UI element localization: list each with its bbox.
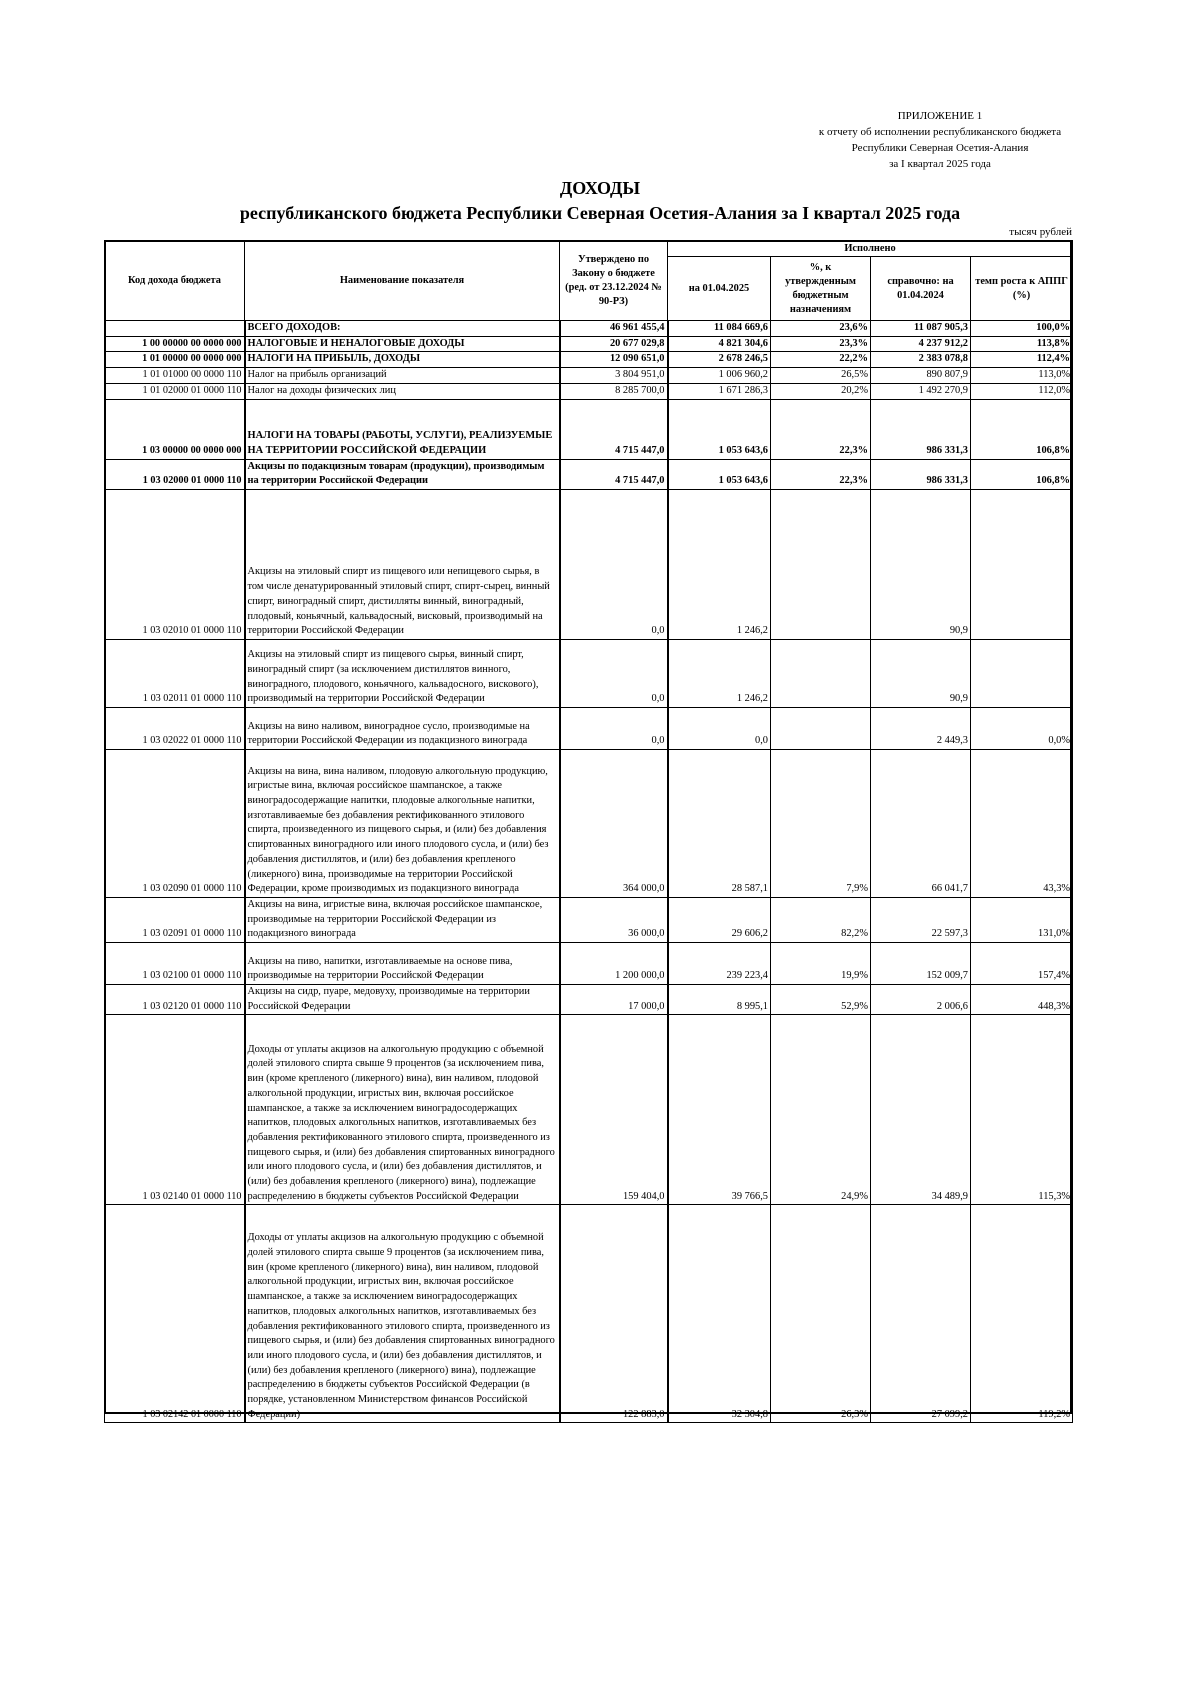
row-name: Акцизы на вино наливом, виноградное сусло, производимые на территории Российской Федерации из подакцизного винограда: [245, 707, 560, 749]
row-name: Акцизы на этиловый спирт из пищевого сырья, винный спирт, виноградный спирт (за исключением дистиллятов винного, виноградного, плодового, коньячного, кальвадосного, вискового), производимый на территории Российской Федерации: [245, 639, 560, 707]
row-approved: 8 285 700,0: [560, 383, 668, 399]
row-percent: 82,2%: [771, 897, 871, 942]
row-name: Налог на доходы физических лиц: [245, 383, 560, 399]
row-growth: 115,3%: [971, 1015, 1073, 1205]
row-reference: 11 087 905,3: [871, 321, 971, 337]
row-growth: 43,3%: [971, 749, 1073, 897]
table-row: [105, 985, 1073, 1015]
row-reference: 2 449,3: [871, 707, 971, 749]
row-executed: 239 223,4: [668, 943, 771, 985]
table-row: [105, 459, 1073, 489]
row-percent: 20,2%: [771, 383, 871, 399]
row-code: 1 03 02142 01 0000 110: [105, 1205, 245, 1423]
document-subtitle: республиканского бюджета Республики Северная Осетия-Алания за I квартал 2025 года: [239, 203, 961, 223]
header-name: Наименование показателя: [245, 241, 560, 321]
row-executed: 1 246,2: [668, 489, 771, 639]
row-code: 1 03 00000 00 0000 000: [105, 399, 245, 459]
row-name: Доходы от уплаты акцизов на алкогольную продукцию с объемной долей этилового спирта свыше 9 процентов (за исключением пива, вин (кроме крепленого (ликерного) вина), вин наливом, плодовой алкогольной продукции, игристых вин, включая российское шампанское, а также за исключением виноградосодержащих напитков, плодовых алкогольных напитков, изготавливаемых без добавления ректификованного этилового спирта, произведенного из пищевого сырья, и (или) без добавления спиртованных виноградного или иного плодового сусла, и (или) без добавления дистиллятов, и (или) без добавления крепленого (ликерного) вина), подлежащие распределению в бюджеты субъектов Российской Федерации (в порядке, установленном Министерством финансов Российской Федерации): [245, 1205, 560, 1423]
table-row: [105, 897, 1073, 942]
row-growth: [971, 489, 1073, 639]
table-row: [105, 1205, 1073, 1423]
table-row: [105, 368, 1073, 384]
annex-line-1: ПРИЛОЖЕНИЕ 1: [897, 110, 983, 122]
row-name: Акцизы на вина, вина наливом, плодовую алкогольную продукцию, игристые вина, включая российское шампанское, а также виноградосодержащие напитки, плодовые алкогольные напитки, изготавливаемые без добавления ректификованного этилового спирта, произведенного из пищевого сырья, и (или) без добавления спиртованных виноградного или иного плодового сусла, и (или) без добавления дистиллятов, и (или) без добавления крепленого (ликерного) вина, производимые на территории Российской Федерации, кроме производимых из подакцизного винограда: [245, 749, 560, 897]
row-approved: 46 961 455,4: [560, 321, 668, 337]
row-code: 1 03 02000 01 0000 110: [105, 459, 245, 489]
row-percent: 26,5%: [771, 368, 871, 384]
units-label: тысяч рублей: [1009, 226, 1072, 238]
row-executed: 4 821 304,6: [668, 336, 771, 352]
row-code: 1 03 02090 01 0000 110: [105, 749, 245, 897]
row-growth: [971, 639, 1073, 707]
table-row: [105, 1015, 1073, 1205]
row-name: НАЛОГИ НА ПРИБЫЛЬ, ДОХОДЫ: [245, 352, 560, 368]
row-approved: 159 404,0: [560, 1015, 668, 1205]
row-approved: 122 883,0: [560, 1205, 668, 1423]
row-reference: 22 597,3: [871, 897, 971, 942]
header-executed: Исполнено: [668, 241, 1073, 257]
row-growth: 112,0%: [971, 383, 1073, 399]
row-approved: 1 200 000,0: [560, 943, 668, 985]
row-executed: 28 587,1: [668, 749, 771, 897]
row-code: 1 03 02100 01 0000 110: [105, 943, 245, 985]
table-row: [105, 489, 1073, 639]
row-executed: 1 671 286,3: [668, 383, 771, 399]
row-reference: 66 041,7: [871, 749, 971, 897]
row-growth: 106,8%: [971, 399, 1073, 459]
row-name: ВСЕГО ДОХОДОВ:: [245, 321, 560, 337]
row-growth: 106,8%: [971, 459, 1073, 489]
row-code: 1 03 02140 01 0000 110: [105, 1015, 245, 1205]
row-approved: 3 804 951,0: [560, 368, 668, 384]
row-approved: 0,0: [560, 489, 668, 639]
row-code: 1 03 02120 01 0000 110: [105, 985, 245, 1015]
row-approved: 20 677 029,8: [560, 336, 668, 352]
row-code: 1 00 00000 00 0000 000: [105, 336, 245, 352]
row-reference: 27 099,2: [871, 1205, 971, 1423]
row-executed: 1 053 643,6: [668, 399, 771, 459]
row-reference: 90,9: [871, 639, 971, 707]
annex-header: [760, 108, 1120, 172]
row-approved: 36 000,0: [560, 897, 668, 942]
row-reference: 34 489,9: [871, 1015, 971, 1205]
header-reference: справочно: на 01.04.2024: [871, 257, 971, 321]
table-row: [105, 321, 1073, 337]
row-reference: 2 383 078,8: [871, 352, 971, 368]
row-percent: 26,3%: [771, 1205, 871, 1423]
row-name: Акцизы на вина, игристые вина, включая российское шампанское, производимые на территории Российской Федерации из подакцизного винограда: [245, 897, 560, 942]
row-code: 1 03 02022 01 0000 110: [105, 707, 245, 749]
row-growth: 0,0%: [971, 707, 1073, 749]
row-reference: 2 006,6: [871, 985, 971, 1015]
row-percent: 19,9%: [771, 943, 871, 985]
row-percent: 23,3%: [771, 336, 871, 352]
annex-line-3: Республики Северная Осетия-Алания: [851, 142, 1029, 154]
header-code: Код дохода бюджета: [105, 241, 245, 321]
table-body: [105, 321, 1073, 1423]
row-executed: 29 606,2: [668, 897, 771, 942]
row-reference: 986 331,3: [871, 399, 971, 459]
row-approved: 0,0: [560, 639, 668, 707]
row-percent: 7,9%: [771, 749, 871, 897]
row-name: Доходы от уплаты акцизов на алкогольную продукцию с объемной долей этилового спирта свыше 9 процентов (за исключением пива, вин (кроме крепленого (ликерного) вина), вин наливом, плодовой алкогольной продукции, игристых вин, включая российское шампанское, а также за исключением виноградосодержащих напитков, плодовых алкогольных напитков, изготавливаемых без добавления ректификованного этилового спирта, произведенного из пищевого сырья, и (или) без добавления спиртованных виноградного или иного плодового сусла, и (или) без добавления дистиллятов, и (или) без добавления крепленого (ликерного) вина), подлежащие распределению в бюджеты субъектов Российской Федерации: [245, 1015, 560, 1205]
row-code: 1 03 02010 01 0000 110: [105, 489, 245, 639]
row-growth: 113,0%: [971, 368, 1073, 384]
row-executed: 8 995,1: [668, 985, 771, 1015]
row-approved: 12 090 651,0: [560, 352, 668, 368]
annex-line-2: к отчету об исполнении республиканского бюджета: [818, 126, 1062, 138]
row-name: Акцизы на этиловый спирт из пищевого или непищевого сырья, в том числе денатурированный этиловый спирт, спирт-сырец, винный спирт, виноградный спирт, дистилляты винный, виноградный, плодовый, коньячный, кальвадосный, висковый, производимый на территории Российской Федерации: [245, 489, 560, 639]
row-name: Акцизы на сидр, пуаре, медовуху, производимые на территории Российской Федерации: [245, 985, 560, 1015]
row-code: 1 01 00000 00 0000 000: [105, 352, 245, 368]
row-approved: 4 715 447,0: [560, 459, 668, 489]
row-approved: 0,0: [560, 707, 668, 749]
row-executed: 1 246,2: [668, 639, 771, 707]
row-code: [105, 321, 245, 337]
row-executed: 39 766,5: [668, 1015, 771, 1205]
row-code: 1 01 02000 01 0000 110: [105, 383, 245, 399]
row-executed: 0,0: [668, 707, 771, 749]
row-code: 1 03 02011 01 0000 110: [105, 639, 245, 707]
row-percent: [771, 489, 871, 639]
revenue-table: [104, 240, 1073, 1423]
row-growth: 113,8%: [971, 336, 1073, 352]
table-row: [105, 943, 1073, 985]
row-percent: [771, 707, 871, 749]
table-row: [105, 749, 1073, 897]
row-name: НАЛОГОВЫЕ И НЕНАЛОГОВЫЕ ДОХОДЫ: [245, 336, 560, 352]
row-percent: 22,3%: [771, 399, 871, 459]
row-percent: 22,3%: [771, 459, 871, 489]
table-row: [105, 383, 1073, 399]
row-reference: 986 331,3: [871, 459, 971, 489]
row-growth: 119,2%: [971, 1205, 1073, 1423]
table-row: [105, 352, 1073, 368]
row-name: НАЛОГИ НА ТОВАРЫ (РАБОТЫ, УСЛУГИ), РЕАЛИЗУЕМЫЕ НА ТЕРРИТОРИИ РОССИЙСКОЙ ФЕДЕРАЦИИ: [245, 399, 560, 459]
table-row: [105, 707, 1073, 749]
row-growth: 112,4%: [971, 352, 1073, 368]
row-growth: 157,4%: [971, 943, 1073, 985]
row-reference: 890 807,9: [871, 368, 971, 384]
row-percent: 52,9%: [771, 985, 871, 1015]
row-executed: 11 084 669,6: [668, 321, 771, 337]
row-reference: 4 237 912,2: [871, 336, 971, 352]
row-growth: 131,0%: [971, 897, 1073, 942]
table-row: [105, 336, 1073, 352]
row-executed: 1 006 960,2: [668, 368, 771, 384]
row-executed: 32 304,8: [668, 1205, 771, 1423]
row-percent: 23,6%: [771, 321, 871, 337]
header-percent: %, к утвержденным бюджетным назначениям: [771, 257, 871, 321]
row-percent: 24,9%: [771, 1015, 871, 1205]
row-name: Акцизы на пиво, напитки, изготавливаемые на основе пива, производимые на территории Российской Федерации: [245, 943, 560, 985]
table-row: [105, 399, 1073, 459]
row-approved: 364 000,0: [560, 749, 668, 897]
header-growth: темп роста к АППГ (%): [971, 257, 1073, 321]
annex-line-4: за I квартал 2025 года: [889, 158, 991, 170]
row-name: Акцизы по подакцизным товарам (продукции), производимым на территории Российской Федерации: [245, 459, 560, 489]
row-percent: 22,2%: [771, 352, 871, 368]
row-reference: 90,9: [871, 489, 971, 639]
row-executed: 1 053 643,6: [668, 459, 771, 489]
row-reference: 1 492 270,9: [871, 383, 971, 399]
row-approved: 17 000,0: [560, 985, 668, 1015]
table-row: [105, 639, 1073, 707]
header-on-date: на 01.04.2025: [668, 257, 771, 321]
row-reference: 152 009,7: [871, 943, 971, 985]
row-growth: 448,3%: [971, 985, 1073, 1015]
document-title: ДОХОДЫ: [559, 178, 641, 198]
row-executed: 2 678 246,5: [668, 352, 771, 368]
row-code: 1 03 02091 01 0000 110: [105, 897, 245, 942]
row-growth: 100,0%: [971, 321, 1073, 337]
row-approved: 4 715 447,0: [560, 399, 668, 459]
row-percent: [771, 639, 871, 707]
row-code: 1 01 01000 00 0000 110: [105, 368, 245, 384]
header-approved: Утверждено по Закону о бюджете (ред. от 23.12.2024 № 90-РЗ): [560, 241, 668, 321]
row-name: Налог на прибыль организаций: [245, 368, 560, 384]
